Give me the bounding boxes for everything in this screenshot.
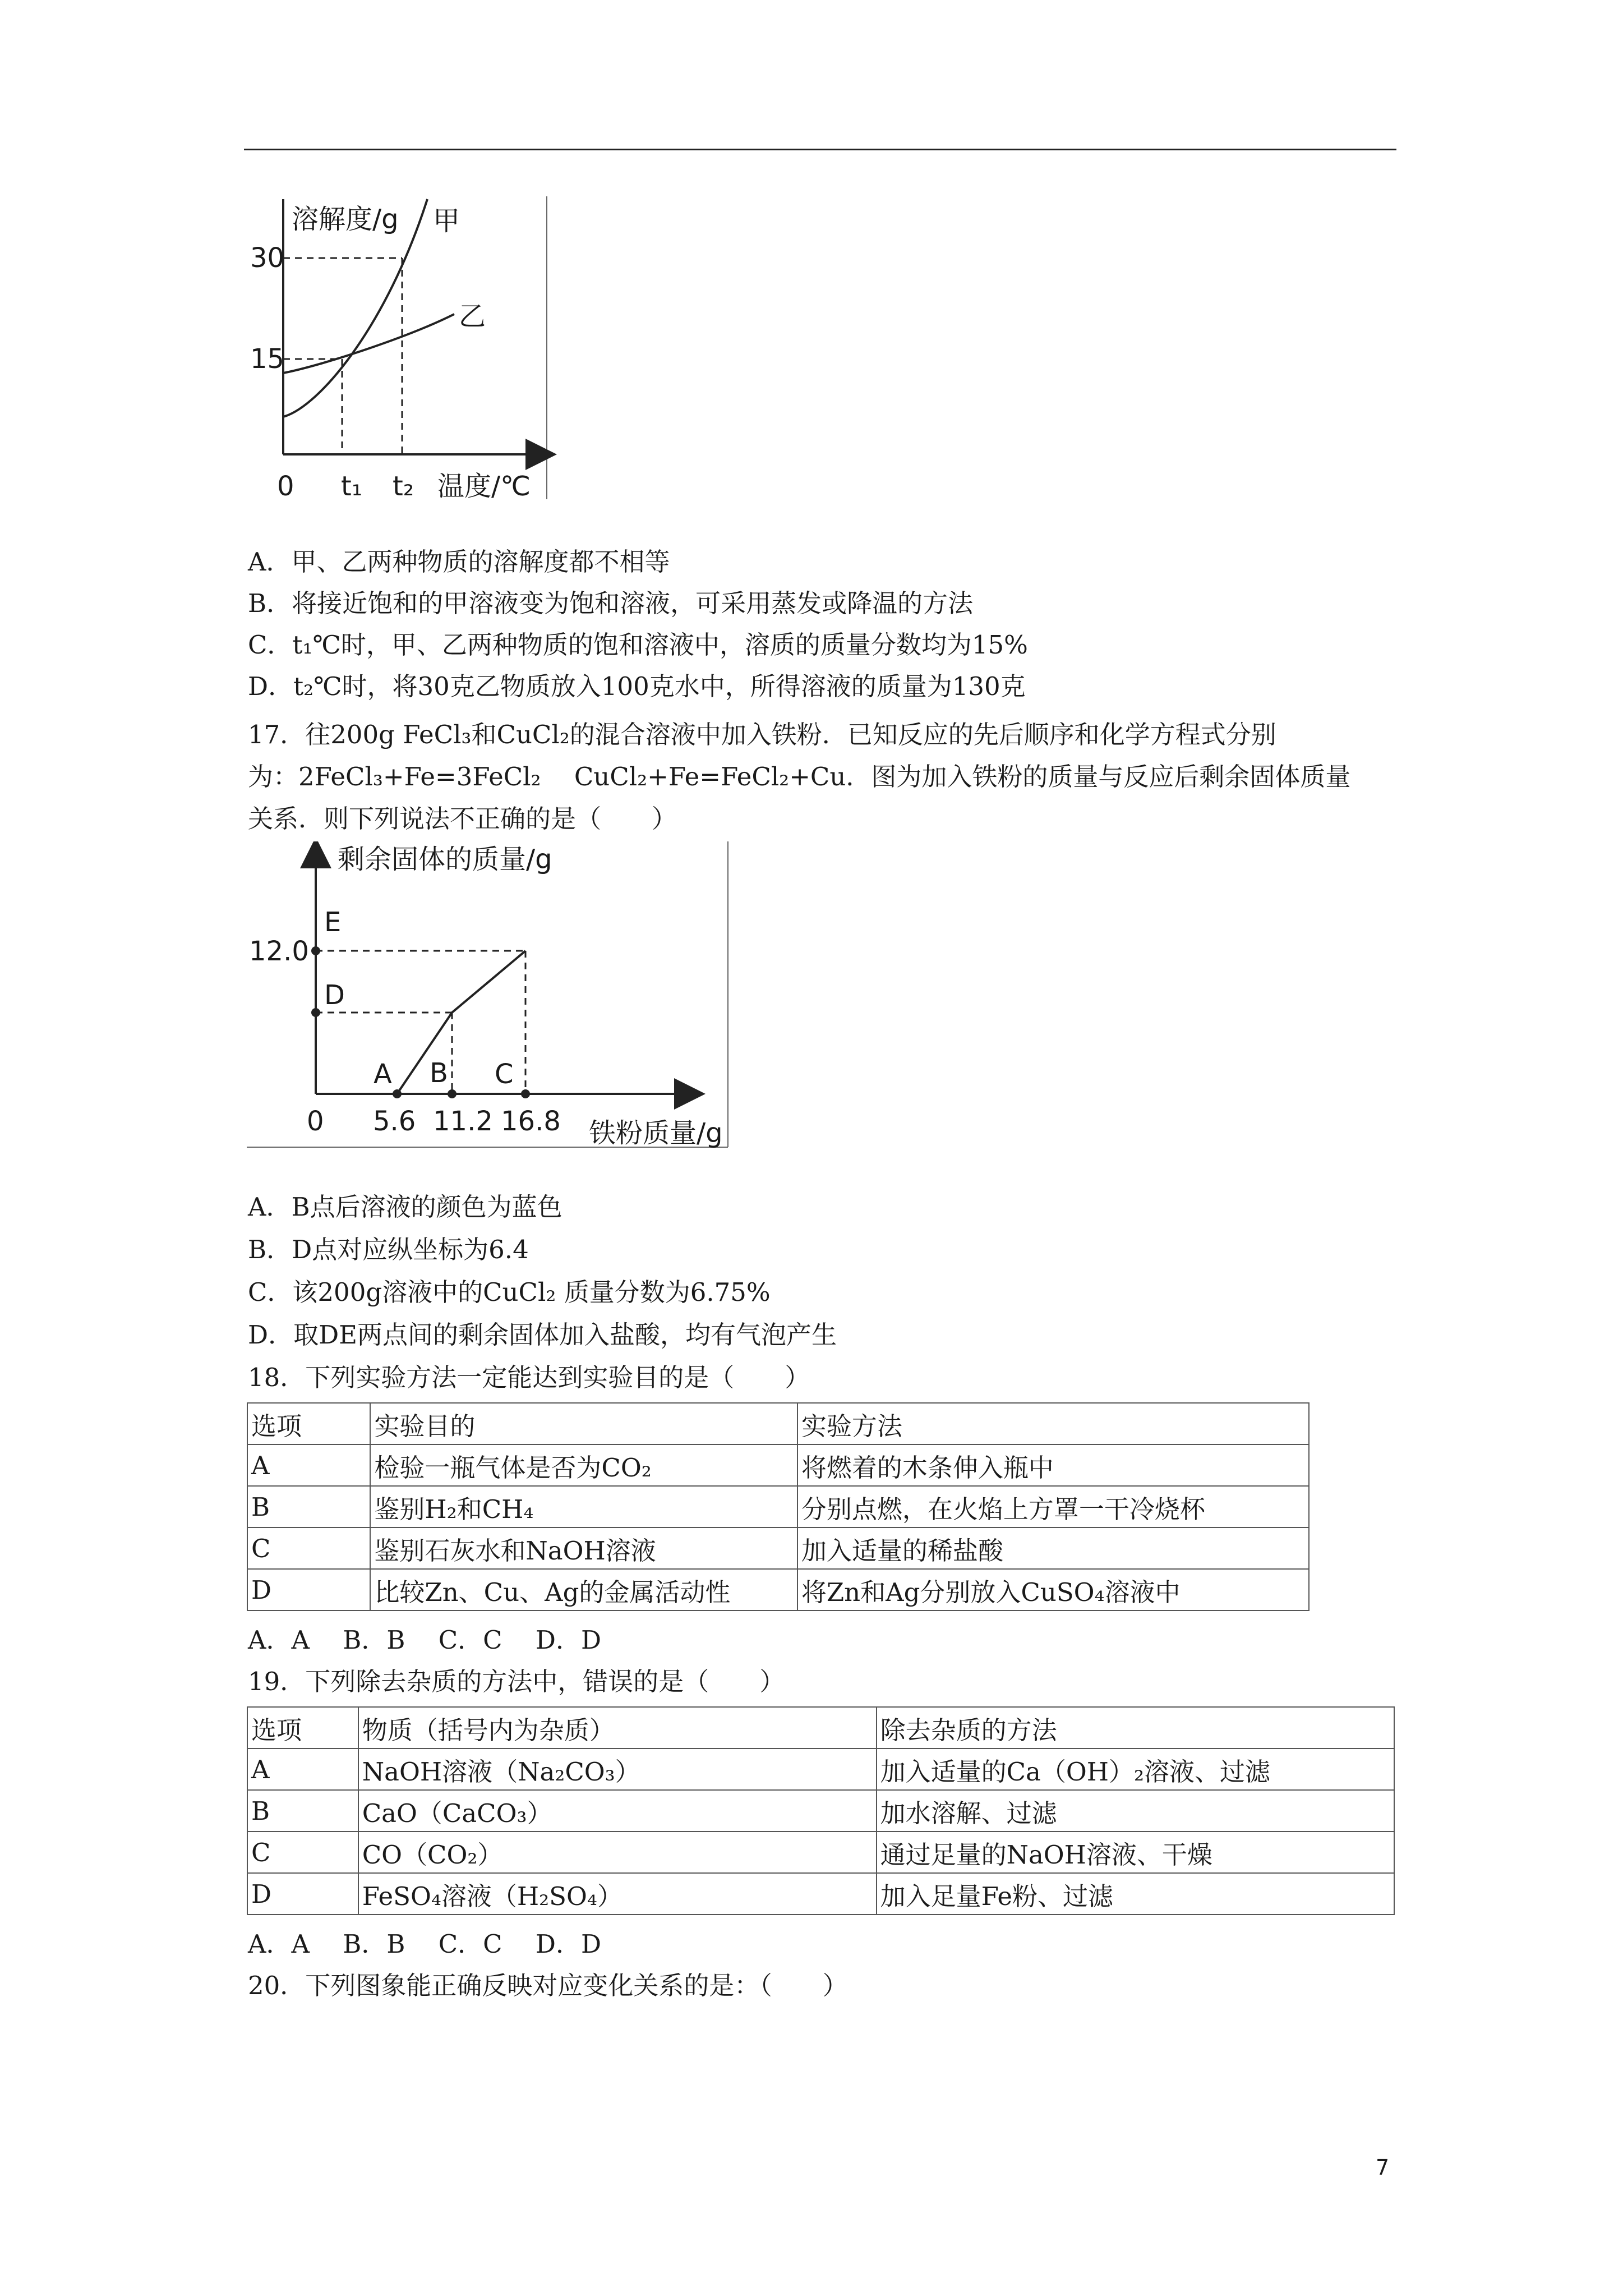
fig1-xtick-t2: t₂ bbox=[393, 471, 414, 502]
table-row bbox=[247, 1486, 1309, 1527]
fig2-xlabel: 铁粉质量/g bbox=[589, 1117, 723, 1149]
table-cell: CaO（CaCO₃） bbox=[358, 1790, 877, 1832]
q18-table bbox=[247, 1402, 1310, 1611]
q17-stem-line2: 为：2FeCl₃+Fe=3FeCl₂ CuCl₂+Fe=FeCl₂+Cu．图为加入铁粉的质量与反应后剩余固体质量 bbox=[248, 762, 1351, 792]
fig1-ytick-15: 15 bbox=[250, 343, 285, 375]
fig2-origin: 0 bbox=[307, 1106, 324, 1137]
q16-option-d: D．t₂℃时，将30克乙物质放入100克水中，所得溶液的质量为130克 bbox=[248, 671, 1026, 701]
table-cell: 加入适量的Ca（OH）₂溶液、过滤 bbox=[877, 1749, 1394, 1790]
table-row bbox=[247, 1527, 1309, 1569]
table-cell: D bbox=[247, 1569, 370, 1611]
point-e bbox=[311, 946, 320, 955]
fig2-label-d: D bbox=[324, 979, 345, 1011]
fig1-curve-b-label: 乙 bbox=[459, 301, 486, 332]
q17-option-a: A．B点后溶液的颜色为蓝色 bbox=[248, 1192, 562, 1222]
table-cell: C bbox=[247, 1527, 370, 1569]
fig1-curve-a-label: 甲 bbox=[433, 205, 460, 237]
fig1-origin: 0 bbox=[277, 471, 294, 502]
table-row bbox=[247, 1873, 1394, 1915]
table-cell: 将燃着的木条伸入瓶中 bbox=[797, 1444, 1309, 1486]
point-b bbox=[448, 1089, 457, 1098]
table-cell: 加水溶解、过滤 bbox=[877, 1790, 1394, 1832]
table-cell: 加入足量Fe粉、过滤 bbox=[877, 1873, 1394, 1915]
q16-option-b: B．将接近饱和的甲溶液变为饱和溶液，可采用蒸发或降温的方法 bbox=[248, 588, 974, 618]
fig2-label-a: A bbox=[374, 1059, 392, 1090]
q17-option-c: C．该200g溶液中的CuCl₂ 质量分数为6.75% bbox=[248, 1277, 771, 1307]
header-rule bbox=[244, 149, 1396, 150]
q20-stem: 20．下列图象能正确反映对应变化关系的是：（ ） bbox=[248, 1971, 848, 2000]
table-cell: 加入适量的稀盐酸 bbox=[797, 1527, 1309, 1569]
q17-option-d: D．取DE两点间的剩余固体加入盐酸，均有气泡产生 bbox=[248, 1320, 837, 1350]
table-cell: 通过足量的NaOH溶液、干燥 bbox=[877, 1832, 1394, 1873]
q19-answers: A．A B．B C．C D．D bbox=[248, 1929, 602, 1959]
table-cell: B bbox=[247, 1486, 370, 1527]
table-cell: 物质（括号内为杂质） bbox=[358, 1707, 877, 1749]
table-cell: 检验一瓶气体是否为CO₂ bbox=[370, 1444, 797, 1486]
table-cell: B bbox=[247, 1790, 358, 1832]
table-cell: 鉴别石灰水和NaOH溶液 bbox=[370, 1527, 797, 1569]
table-cell: 实验方法 bbox=[797, 1403, 1309, 1444]
table-cell: 选项 bbox=[247, 1707, 358, 1749]
q17-option-b: B．D点对应纵坐标为6.4 bbox=[248, 1235, 529, 1264]
fig1-ylabel: 溶解度/g bbox=[292, 204, 399, 235]
table-row bbox=[247, 1444, 1309, 1486]
q19-stem: 19．下列除去杂质的方法中，错误的是（ ） bbox=[248, 1667, 785, 1696]
fig2-xtick-56: 5.6 bbox=[373, 1106, 416, 1137]
fig1-ytick-30: 30 bbox=[250, 242, 285, 274]
fig2-xtick-112: 11.2 bbox=[433, 1106, 493, 1137]
table-cell: FeSO₄溶液（H₂SO₄） bbox=[358, 1873, 877, 1915]
table-row bbox=[247, 1707, 1394, 1749]
table-cell: D bbox=[247, 1873, 358, 1915]
table-row bbox=[247, 1832, 1394, 1873]
table-row bbox=[247, 1749, 1394, 1790]
curve-yi bbox=[283, 314, 454, 373]
fig2-label-e: E bbox=[324, 907, 342, 938]
fig2-label-c: C bbox=[495, 1059, 514, 1090]
fig1-xtick-t1: t₁ bbox=[341, 471, 363, 502]
fig2-xtick-168: 16.8 bbox=[501, 1106, 561, 1137]
table-cell: 实验目的 bbox=[370, 1403, 797, 1444]
q18-stem: 18．下列实验方法一定能达到实验目的是（ ） bbox=[248, 1363, 810, 1392]
table-row bbox=[247, 1569, 1309, 1611]
solubility-graph bbox=[247, 196, 561, 510]
table-row bbox=[247, 1790, 1394, 1832]
point-c bbox=[521, 1089, 530, 1098]
table-cell: 除去杂质的方法 bbox=[877, 1707, 1394, 1749]
q16-option-c: C．t₁℃时，甲、乙两种物质的饱和溶液中，溶质的质量分数均为15% bbox=[248, 630, 1028, 660]
table-cell: 鉴别H₂和CH₄ bbox=[370, 1486, 797, 1527]
point-d bbox=[311, 1008, 320, 1017]
table-cell: 将Zn和Ag分别放入CuSO₄溶液中 bbox=[797, 1569, 1309, 1611]
table-row bbox=[247, 1403, 1309, 1444]
table-cell: A bbox=[247, 1749, 358, 1790]
q17-stem-line3: 关系．则下列说法不正确的是（ ） bbox=[248, 804, 677, 834]
fig2-ylabel: 剩余固体的质量/g bbox=[338, 844, 552, 875]
q16-option-a: A．甲、乙两种物质的溶解度都不相等 bbox=[248, 547, 670, 577]
table-cell: CO（CO₂） bbox=[358, 1832, 877, 1873]
q18-answers: A．A B．B C．C D．D bbox=[248, 1625, 602, 1655]
q19-table bbox=[247, 1706, 1395, 1915]
table-cell: C bbox=[247, 1832, 358, 1873]
table-cell: A bbox=[247, 1444, 370, 1486]
fig2-ytick-12: 12.0 bbox=[249, 936, 309, 967]
table-cell: 分别点燃，在火焰上方罩一干冷烧杯 bbox=[797, 1486, 1309, 1527]
q17-stem-line1: 17．往200g FeCl₃和CuCl₂的混合溶液中加入铁粉．已知反应的先后顺序和化学方程式分别 bbox=[248, 720, 1276, 749]
table-cell: NaOH溶液（Na₂CO₃） bbox=[358, 1749, 877, 1790]
fig2-label-b: B bbox=[430, 1057, 448, 1089]
table-cell: 选项 bbox=[247, 1403, 370, 1444]
page-number: 7 bbox=[1376, 2155, 1390, 2180]
table-cell: 比较Zn、Cu、Ag的金属活动性 bbox=[370, 1569, 797, 1611]
fig1-xlabel: 温度/℃ bbox=[437, 471, 531, 502]
point-a bbox=[393, 1089, 402, 1098]
